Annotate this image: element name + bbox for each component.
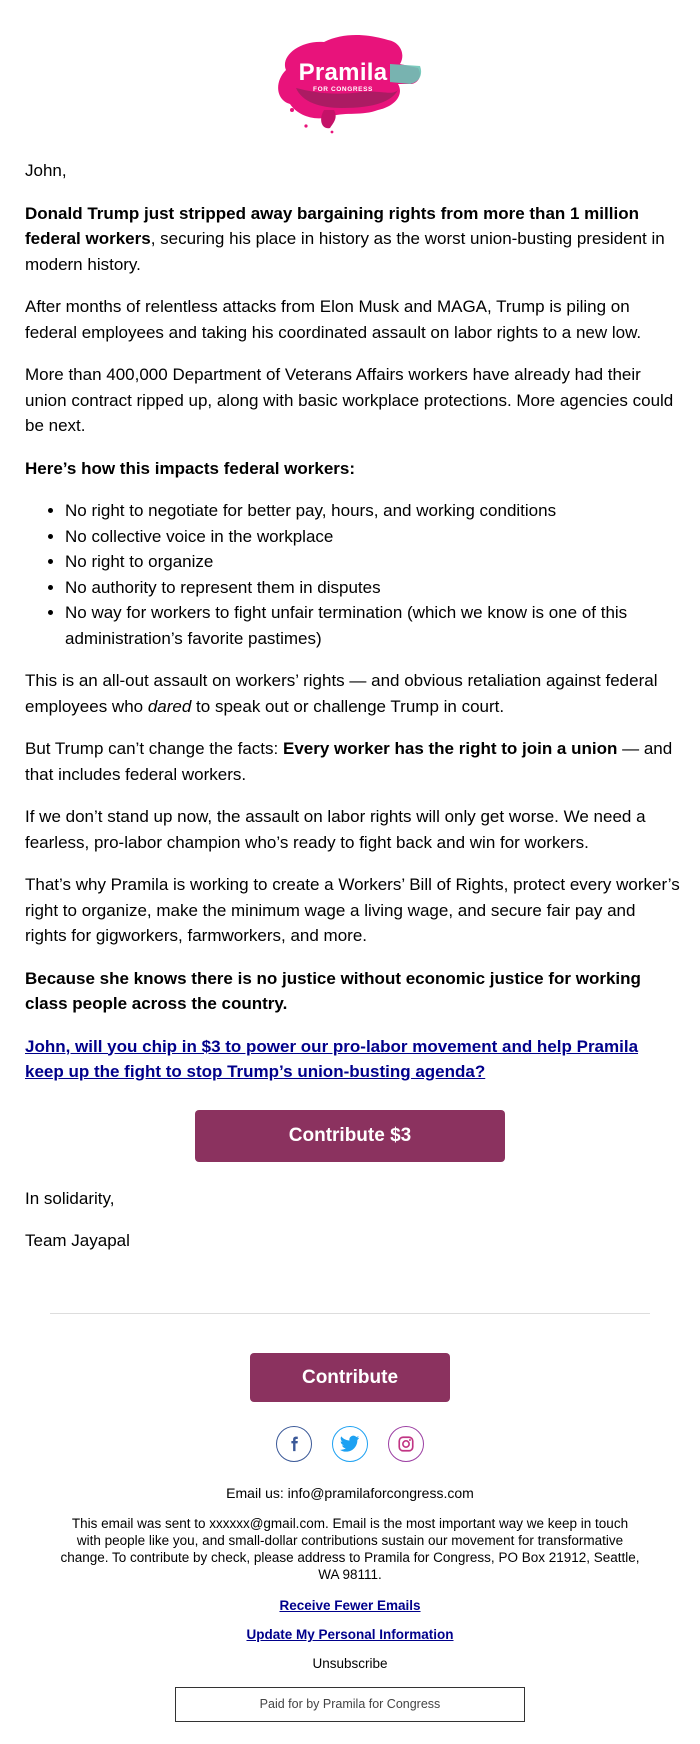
paragraph-1 (25, 201, 680, 278)
footer-divider (50, 1313, 650, 1314)
list-item: • No way for workers to fight unfair termination (which we know is one of this administration’s favorite pastimes) (65, 600, 680, 651)
paragraph-5-before: But Trump can’t change the facts: (25, 739, 283, 758)
paragraph-4-after: to speak out or challenge Trump in court. (191, 696, 505, 716)
signoff-line-1: In solidarity, (25, 1189, 115, 1208)
cta-link[interactable]: John, will you chip in $3 to power our pro-labor movement and help Pramila keep up the fight to stop Trump’s union-busting agenda? (25, 1036, 639, 1081)
receive-fewer-emails-link[interactable]: Receive Fewer Emails (279, 1598, 421, 1613)
paragraph-5-bold: Every worker has the right to join a union (282, 739, 618, 758)
impacts-heading-text: Here’s how this impacts federal workers: (25, 458, 356, 478)
paragraph-5 (25, 736, 680, 787)
list-item: • No right to organize (65, 549, 680, 575)
paragraph-8 (25, 966, 680, 1017)
list-item: • No authority to represent them in disputes (65, 575, 680, 601)
pramila-logo[interactable] (272, 30, 422, 134)
paragraph-4-before: This is an all-out assault on workers’ rights — and obvious retaliation against federal employees who (25, 671, 658, 716)
social-links (0, 1426, 700, 1462)
signoff (25, 1186, 130, 1270)
footer-contribute-button[interactable]: Contribute (250, 1353, 450, 1402)
list-item: • No right to negotiate for better pay, hours, and working conditions (65, 498, 680, 524)
list-item: • No collective voice in the workplace (65, 524, 680, 550)
paragraph-4 (25, 668, 680, 719)
paragraph-1-bold: Donald Trump just stripped away bargaining rights from more than 1 million federal workers (25, 203, 639, 248)
footer-email: Email us: info@pramilaforcongress.com (226, 1485, 474, 1501)
email-body (25, 158, 680, 1102)
greeting: John, (25, 161, 67, 180)
impacts-heading (25, 456, 680, 482)
signoff-line-2: Team Jayapal (25, 1231, 130, 1250)
cta-paragraph (25, 1034, 680, 1085)
paragraph-7: That’s why Pramila is working to create a Workers’ Bill of Rights, protect every worker’s right to organize, make the minimum wage a living wage, and secure fair pay and rights for gigworkers, farmworkers, and more. (25, 875, 680, 945)
logo-title: Pramila (298, 59, 388, 86)
paragraph-1-rest: , securing his place in history as the worst union-busting president in modern history. (25, 229, 665, 274)
paid-for-box: Paid for by Pramila for Congress (175, 1687, 525, 1722)
contribute-3-button[interactable]: Contribute $3 (195, 1110, 505, 1162)
footer-disclaimer: This email was sent to xxxxxx@gmail.com. Email is the most important way we keep in touch with people like you, and small-dollar contributions sustain our movement for transformative change. To contribute by check, please address to Pramila for Congress, PO Box 21912, Seattle, WA 98111. (60, 1516, 640, 1582)
unsubscribe-link[interactable]: Unsubscribe (312, 1656, 388, 1671)
instagram-icon[interactable] (388, 1426, 424, 1462)
logo-subtitle: FOR CONGRESS (313, 86, 373, 93)
paragraph-3: More than 400,000 Department of Veterans Affairs workers have already had their union contract ripped up, along with basic workplace protections. More agencies could be next. (25, 365, 674, 435)
paragraph-4-emphasis: dared (147, 696, 192, 716)
twitter-icon[interactable] (332, 1426, 368, 1462)
update-personal-info-link[interactable]: Update My Personal Information (246, 1627, 454, 1642)
paragraph-5-after: — and that includes federal workers. (25, 739, 673, 784)
paragraph-2: After months of relentless attacks from Elon Musk and MAGA, Trump is piling on federal employees and taking his coordinated assault on labor rights to a new low. (25, 297, 642, 342)
footer (60, 1485, 640, 1682)
facebook-icon[interactable] (276, 1426, 312, 1462)
paragraph-8-bold: Because she knows there is no justice without economic justice for working class people across the country. (25, 968, 641, 1013)
impacts-list (25, 498, 680, 651)
paragraph-6: If we don’t stand up now, the assault on labor rights will only get worse. We need a fearless, pro-labor champion who’s ready to fight back and win for workers. (25, 807, 646, 852)
